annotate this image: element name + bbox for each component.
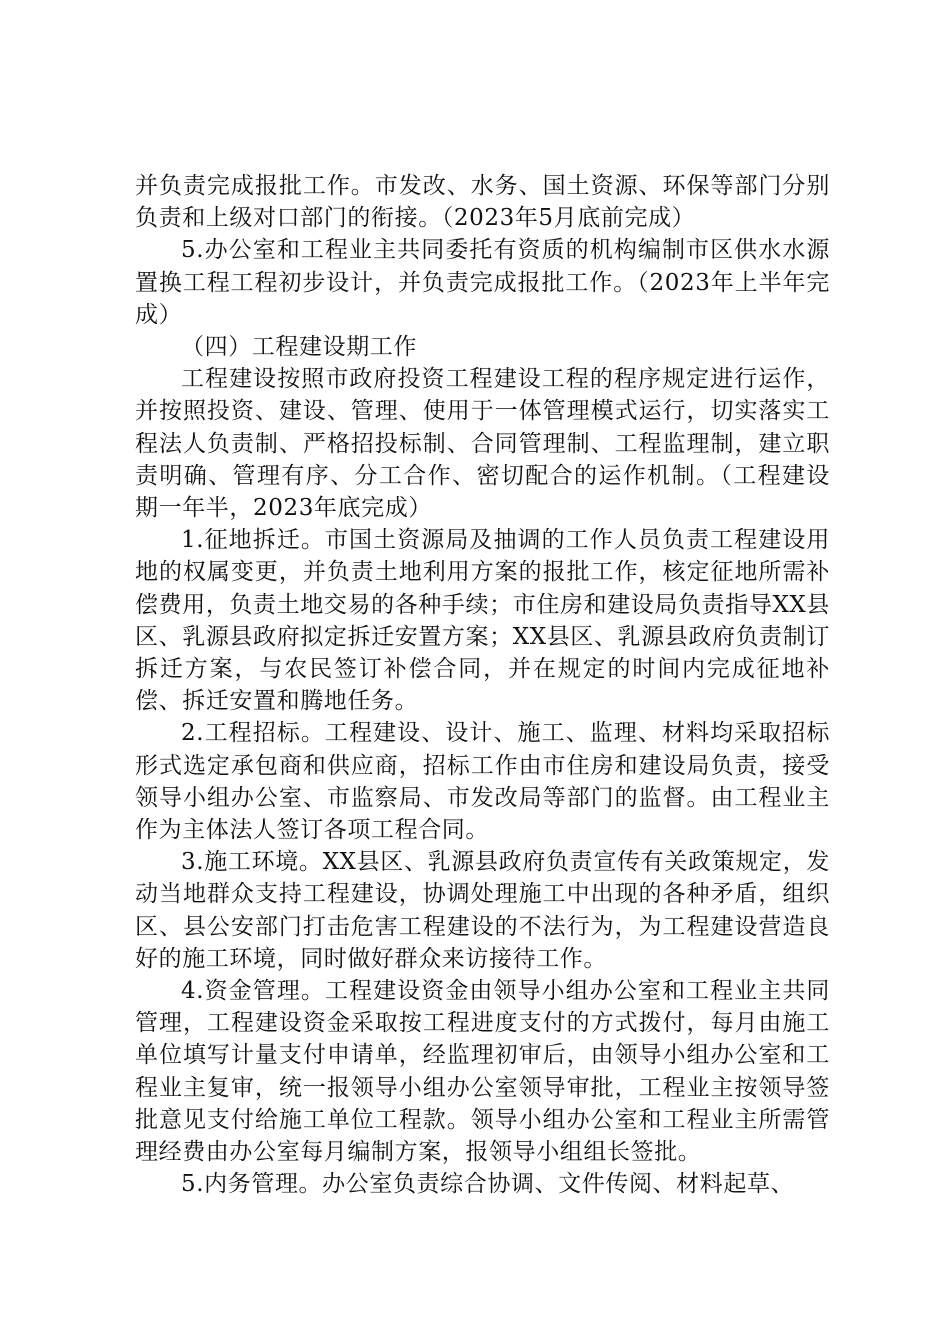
- paragraph-item-2-bidding: 2.工程招标。工程建设、设计、施工、监理、材料均采取招标形式选定承包商和供应商，招标工作由市住房和建设局负责，接受领导小组办公室、市监察局、市发改局等部门的监督。由工程业主作为主体法人签订各项工程合同。: [135, 720, 830, 844]
- document-body: [135, 170, 830, 1201]
- paragraph-item-1-land-acquisition: 1.征地拆迁。市国土资源局及抽调的工作人员负责工程建设用地的权属变更，并负责土地利用方案的报批工作，核定征地所需补偿费用，负责土地交易的各种手续；市住房和建设局负责指导XX县区、乳源县政府拟定拆迁安置方案；XX县区、乳源县政府负责制订拆迁方案，与农民签订补偿合同，并在规定的时间内完成征地补偿、拆迁安置和腾地任务。: [135, 527, 830, 715]
- paragraph-construction-overview: 工程建设按照市政府投资工程建设工程的程序规定进行运作，并按照投资、建设、管理、使用于一体管理模式运行，切实落实工程法人负责制、严格招投标制、合同管理制、工程监理制，建立职责明确、管理有序、分工合作、密切配合的运作机制。（工程建设期一年半，2023年底完成）: [135, 366, 830, 522]
- section-heading-construction-period: （四）工程建设期工作: [181, 334, 417, 361]
- paragraph-item-5-preliminary-design: 5.办公室和工程业主共同委托有资质的机构编制市区供水水源置换工程工程初步设计，并负责完成报批工作。（2023年上半年完成）: [135, 237, 830, 328]
- paragraph-item-5-internal-management: 5.内务管理。办公室负责综合协调、文件传阅、材料起草、: [181, 1171, 795, 1198]
- paragraph-approval-continuation: 并负责完成报批工作。市发改、水务、国土资源、环保等部门分别负责和上级对口部门的衔接。（2023年5月底前完成）: [135, 173, 830, 232]
- paragraph-item-4-fund-management: 4.资金管理。工程建设资金由领导小组办公室和工程业主共同管理，工程建设资金采取按工程进度支付的方式拨付，每月由施工单位填写计量支付申请单，经监理初审后，由领导小组办公室和工程业主复审，统一报领导小组办公室领导审批，工程业主按领导签批意见支付给施工单位工程款。领导小组办公室和工程业主所需管理经费由办公室每月编制方案，报领导小组组长签批。: [135, 978, 830, 1166]
- paragraph-item-3-construction-environment: 3.施工环境。XX县区、乳源县政府负责宣传有关政策规定，发动当地群众支持工程建设，协调处理施工中出现的各种矛盾，组织区、县公安部门打击危害工程建设的不法行为，为工程建设营造良好的施工环境，同时做好群众来访接待工作。: [135, 849, 830, 972]
